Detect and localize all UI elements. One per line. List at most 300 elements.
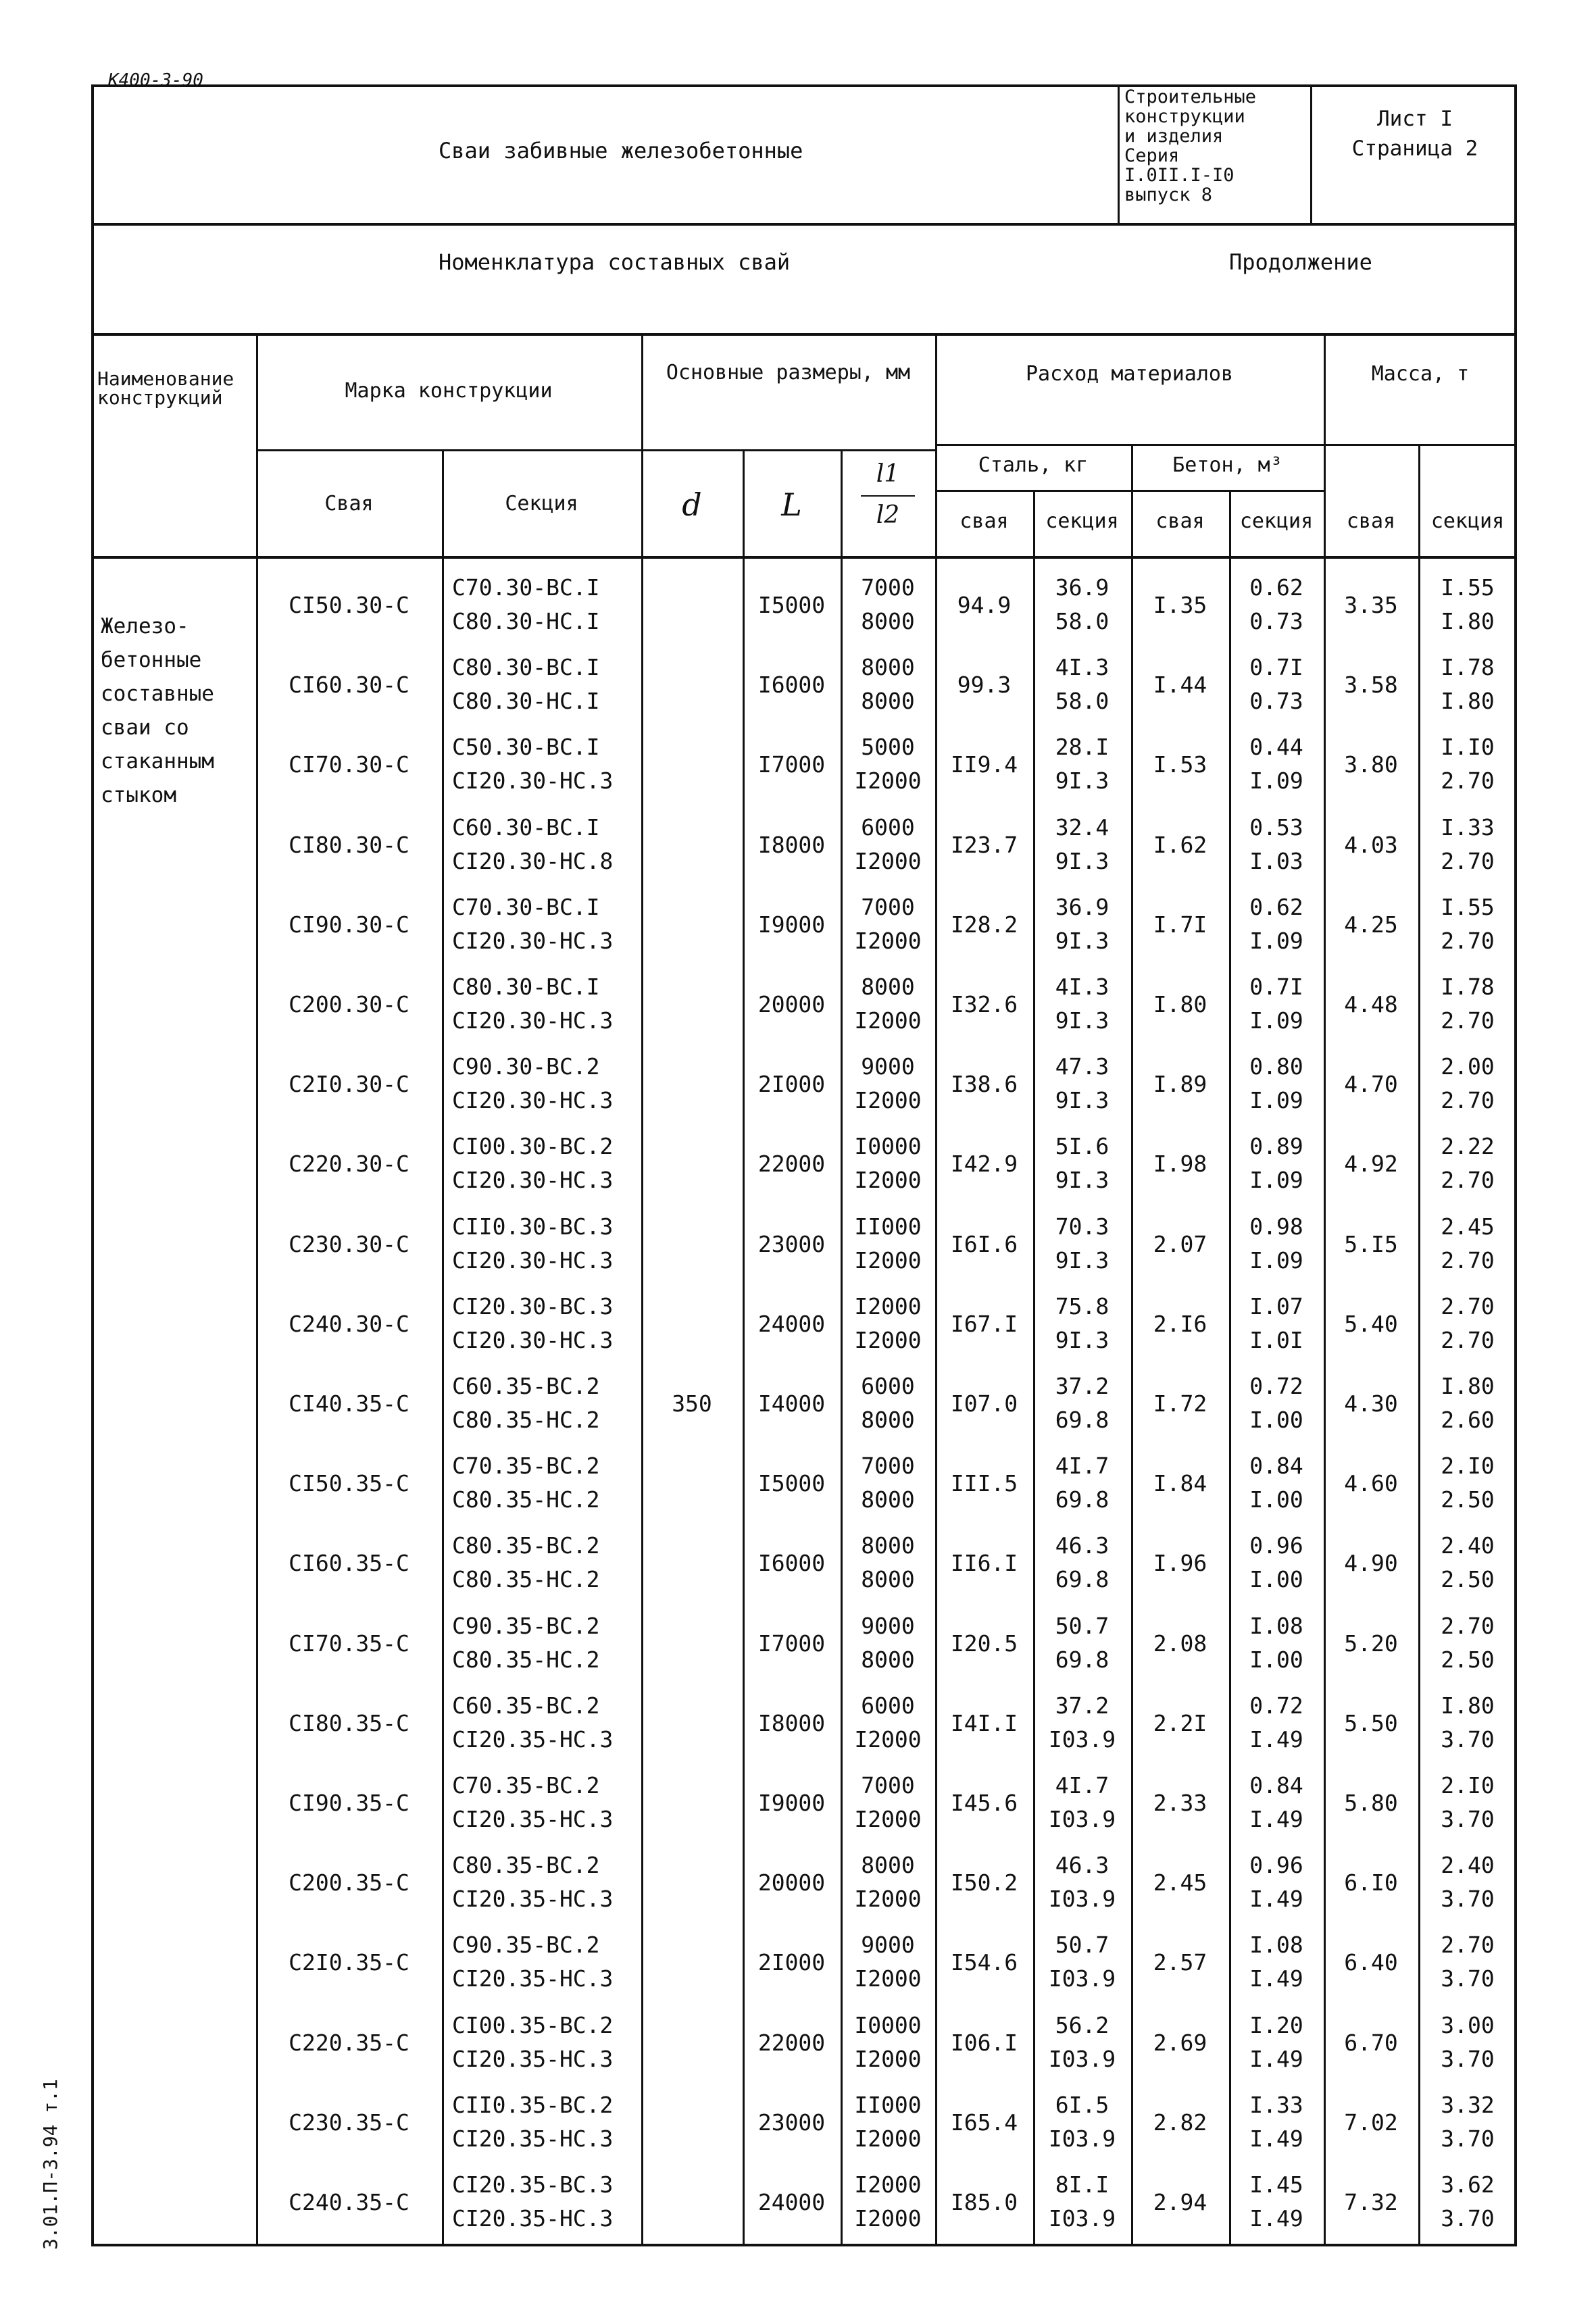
header-materials: Расход материалов bbox=[1025, 362, 1234, 386]
row-concrete-pile: 2.2I bbox=[1153, 1709, 1207, 1736]
header-l2: l2 bbox=[876, 501, 900, 529]
row-concrete-pile: 2.69 bbox=[1153, 2029, 1207, 2056]
continuation-label: Продолжение bbox=[1229, 249, 1372, 275]
row-l1: 6000 bbox=[861, 1692, 915, 1719]
row-section-upper: C60.30-BC.I bbox=[452, 813, 600, 840]
row-mass-pile: 6.40 bbox=[1344, 1949, 1398, 1976]
group-name-line: составные bbox=[101, 682, 214, 706]
row-l2: 8000 bbox=[861, 608, 915, 634]
row-length: 20000 bbox=[757, 1869, 826, 1896]
row-concrete-section-lower: 0.73 bbox=[1249, 608, 1303, 634]
row-steel-section-upper: 47.3 bbox=[1055, 1053, 1109, 1080]
row-l2: I2000 bbox=[854, 1965, 922, 1992]
row-concrete-pile: I.7I bbox=[1153, 911, 1207, 938]
row-steel-pile: I50.2 bbox=[950, 1869, 1018, 1896]
row-steel-section-lower: 9I.3 bbox=[1055, 1167, 1109, 1194]
row-mass-section-lower: 2.70 bbox=[1441, 847, 1495, 874]
row-mass-section-lower: 3.70 bbox=[1441, 1806, 1495, 1832]
row-section-upper: C80.30-BC.I bbox=[452, 654, 600, 681]
row-mass-section-lower: 2.60 bbox=[1441, 1407, 1495, 1433]
row-l2: I2000 bbox=[854, 927, 922, 954]
row-concrete-section-lower: I.49 bbox=[1249, 1886, 1303, 1913]
row-steel-pile: I32.6 bbox=[950, 991, 1018, 1017]
row-length: I7000 bbox=[757, 751, 826, 778]
row-concrete-pile: 2.45 bbox=[1153, 1869, 1207, 1896]
row-concrete-section-lower: 0.73 bbox=[1249, 688, 1303, 715]
row-length: I9000 bbox=[757, 1790, 826, 1816]
row-mass-pile: 3.58 bbox=[1344, 672, 1398, 699]
row-concrete-pile: I.80 bbox=[1153, 991, 1207, 1017]
row-steel-section-upper: 8I.I bbox=[1055, 2171, 1109, 2198]
row-l1: I2000 bbox=[854, 1292, 922, 1319]
row-concrete-section-lower: I.09 bbox=[1249, 1087, 1303, 1114]
row-concrete-pile: 2.57 bbox=[1153, 1949, 1207, 1976]
row-concrete-pile: I.35 bbox=[1153, 592, 1207, 618]
row-concrete-pile: I.44 bbox=[1153, 672, 1207, 699]
group-name-line: Железо- bbox=[101, 614, 189, 638]
row-concrete-section-lower: I.49 bbox=[1249, 1806, 1303, 1832]
sheet-box bbox=[1317, 104, 1513, 164]
row-mass-section-upper: 2.40 bbox=[1441, 1852, 1495, 1879]
header-concrete: Бетон, м³ bbox=[1172, 453, 1282, 477]
document-title: Сваи забивные железобетонные bbox=[439, 138, 803, 164]
title-block bbox=[94, 87, 1514, 226]
row-mass-section-upper: 2.70 bbox=[1441, 1932, 1495, 1959]
row-mass-section-upper: I.I0 bbox=[1441, 734, 1495, 761]
row-length: 20000 bbox=[757, 991, 826, 1017]
row-concrete-section-upper: 0.84 bbox=[1249, 1453, 1303, 1480]
row-steel-pile: II9.4 bbox=[950, 751, 1018, 778]
row-concrete-section-lower: I.09 bbox=[1249, 1007, 1303, 1034]
row-mass-section-upper: I.78 bbox=[1441, 654, 1495, 681]
row-mass-section-lower: 2.70 bbox=[1441, 927, 1495, 954]
row-concrete-section-lower: I.03 bbox=[1249, 847, 1303, 874]
row-mass-section-lower: 2.70 bbox=[1441, 1007, 1495, 1034]
row-l2: I2000 bbox=[854, 1326, 922, 1353]
header-dims: Основные размеры, мм bbox=[666, 361, 911, 384]
row-steel-section-upper: 46.3 bbox=[1055, 1852, 1109, 1879]
row-steel-section-upper: 37.2 bbox=[1055, 1373, 1109, 1399]
row-mass-section-upper: I.55 bbox=[1441, 893, 1495, 920]
row-mass-section-upper: 2.45 bbox=[1441, 1213, 1495, 1240]
row-concrete-section-upper: I.08 bbox=[1249, 1932, 1303, 1959]
row-mass-section-lower: 2.50 bbox=[1441, 1646, 1495, 1673]
header-concrete-pile: свая bbox=[1155, 509, 1205, 533]
row-concrete-section-upper: 0.96 bbox=[1249, 1852, 1303, 1879]
sheet-line: Страница 2 bbox=[1351, 136, 1478, 161]
row-concrete-pile: I.89 bbox=[1153, 1071, 1207, 1098]
row-section-upper: C70.35-BC.2 bbox=[452, 1453, 600, 1480]
row-l2: I2000 bbox=[854, 1087, 922, 1114]
row-l1: 9000 bbox=[861, 1932, 915, 1959]
row-pile-mark: C200.30-C bbox=[289, 991, 409, 1017]
group-name-line: сваи со bbox=[101, 715, 189, 740]
row-length: I6000 bbox=[757, 1550, 826, 1577]
row-concrete-section-lower: I.49 bbox=[1249, 2205, 1303, 2232]
row-mass-section-lower: 2.70 bbox=[1441, 768, 1495, 795]
row-steel-section-upper: 36.9 bbox=[1055, 574, 1109, 601]
header-l1: l1 bbox=[876, 460, 900, 488]
row-concrete-pile: I.96 bbox=[1153, 1550, 1207, 1577]
row-steel-section-upper: 50.7 bbox=[1055, 1612, 1109, 1639]
series-line: и изделия bbox=[1124, 126, 1224, 147]
row-steel-pile: I67.I bbox=[950, 1310, 1018, 1337]
row-section-lower: C80.35-HC.2 bbox=[452, 1566, 600, 1593]
row-section-upper: C70.30-BC.I bbox=[452, 574, 600, 601]
row-l2: I2000 bbox=[854, 1806, 922, 1832]
row-steel-section-lower: 58.0 bbox=[1055, 608, 1109, 634]
row-concrete-pile: 2.08 bbox=[1153, 1630, 1207, 1657]
row-section-lower: CI20.35-HC.3 bbox=[452, 1886, 614, 1913]
row-mass-pile: 5.80 bbox=[1344, 1790, 1398, 1816]
row-steel-pile: I85.0 bbox=[950, 2189, 1018, 2215]
row-section-lower: CI20.30-HC.3 bbox=[452, 1007, 614, 1034]
row-steel-pile: 94.9 bbox=[957, 592, 1012, 618]
row-mass-pile: 6.I0 bbox=[1344, 1869, 1398, 1896]
row-l1: I0000 bbox=[854, 2011, 922, 2038]
row-length: I5000 bbox=[757, 592, 826, 618]
row-pile-mark: C240.30-C bbox=[289, 1310, 409, 1337]
row-mass-section-upper: 2.40 bbox=[1441, 1532, 1495, 1559]
row-steel-section-lower: 9I.3 bbox=[1055, 1007, 1109, 1034]
row-l1: 7000 bbox=[861, 1453, 915, 1480]
row-pile-mark: CI70.35-C bbox=[289, 1630, 409, 1657]
header-L: L bbox=[781, 486, 802, 523]
row-mass-pile: 4.70 bbox=[1344, 1071, 1398, 1098]
row-section-lower: CI20.30-HC.3 bbox=[452, 927, 614, 954]
series-line: I.0II.I-I0 bbox=[1124, 165, 1235, 186]
row-section-lower: CI20.30-HC.3 bbox=[452, 1247, 614, 1274]
row-concrete-pile: I.53 bbox=[1153, 751, 1207, 778]
series-box bbox=[1124, 87, 1307, 205]
row-concrete-section-upper: 0.72 bbox=[1249, 1692, 1303, 1719]
row-concrete-section-upper: 0.44 bbox=[1249, 734, 1303, 761]
row-l1: 8000 bbox=[861, 654, 915, 681]
row-mass-section-lower: I.80 bbox=[1441, 608, 1495, 634]
row-mass-section-lower: 2.50 bbox=[1441, 1486, 1495, 1513]
row-l2: I2000 bbox=[854, 1886, 922, 1913]
row-pile-mark: CI50.35-C bbox=[289, 1470, 409, 1497]
series-line: выпуск 8 bbox=[1124, 184, 1213, 205]
row-mass-pile: 4.92 bbox=[1344, 1151, 1398, 1178]
row-mass-section-upper: 3.32 bbox=[1441, 2091, 1495, 2118]
row-l1: 8000 bbox=[861, 1852, 915, 1879]
row-pile-mark: CI90.30-C bbox=[289, 911, 409, 938]
row-concrete-section-upper: I.33 bbox=[1249, 2091, 1303, 2118]
row-length: I5000 bbox=[757, 1470, 826, 1497]
row-section-lower: C80.35-HC.2 bbox=[452, 1407, 600, 1433]
row-length: I8000 bbox=[757, 831, 826, 858]
row-length: I7000 bbox=[757, 1630, 826, 1657]
row-steel-section-upper: 4I.7 bbox=[1055, 1453, 1109, 1480]
row-mass-pile: 5.20 bbox=[1344, 1630, 1398, 1657]
row-steel-section-upper: 32.4 bbox=[1055, 813, 1109, 840]
row-concrete-section-upper: 0.84 bbox=[1249, 1772, 1303, 1799]
row-concrete-section-upper: 0.7I bbox=[1249, 974, 1303, 1000]
drawing-sheet bbox=[91, 84, 1517, 2246]
row-steel-pile: I6I.6 bbox=[950, 1230, 1018, 1257]
row-section-upper: CII0.30-BC.3 bbox=[452, 1213, 614, 1240]
row-concrete-section-upper: I.45 bbox=[1249, 2171, 1303, 2198]
row-mass-pile: 7.32 bbox=[1344, 2189, 1398, 2215]
row-pile-mark: C2I0.35-C bbox=[289, 1949, 409, 1976]
row-steel-section-lower: 58.0 bbox=[1055, 688, 1109, 715]
row-steel-section-upper: 36.9 bbox=[1055, 893, 1109, 920]
row-mass-pile: 7.02 bbox=[1344, 2109, 1398, 2136]
row-mass-section-lower: 3.70 bbox=[1441, 1965, 1495, 1992]
row-mass-section-upper: 2.I0 bbox=[1441, 1453, 1495, 1480]
row-steel-section-upper: 4I.3 bbox=[1055, 654, 1109, 681]
row-steel-pile: I65.4 bbox=[950, 2109, 1018, 2136]
row-steel-section-lower: I03.9 bbox=[1048, 2045, 1116, 2072]
row-steel-section-lower: 9I.3 bbox=[1055, 1087, 1109, 1114]
row-l1: 6000 bbox=[861, 813, 915, 840]
row-mass-pile: 3.80 bbox=[1344, 751, 1398, 778]
row-steel-pile: I45.6 bbox=[950, 1790, 1018, 1816]
row-pile-mark: CI80.30-C bbox=[289, 831, 409, 858]
row-length: 22000 bbox=[757, 2029, 826, 2056]
row-pile-mark: C220.30-C bbox=[289, 1151, 409, 1178]
row-concrete-pile: 2.94 bbox=[1153, 2189, 1207, 2215]
row-section-upper: C50.30-BC.I bbox=[452, 734, 600, 761]
row-concrete-section-lower: I.49 bbox=[1249, 1965, 1303, 1992]
row-section-upper: CII0.35-BC.2 bbox=[452, 2091, 614, 2118]
row-length: 23000 bbox=[757, 2109, 826, 2136]
row-steel-pile: III.5 bbox=[950, 1470, 1018, 1497]
row-steel-section-lower: 9I.3 bbox=[1055, 927, 1109, 954]
row-section-lower: CI20.30-HC.3 bbox=[452, 1167, 614, 1194]
row-steel-section-lower: 9I.3 bbox=[1055, 847, 1109, 874]
row-l1: I2000 bbox=[854, 2171, 922, 2198]
row-steel-section-upper: 75.8 bbox=[1055, 1292, 1109, 1319]
row-pile-mark: C220.35-C bbox=[289, 2029, 409, 2056]
row-mass-pile: 5.40 bbox=[1344, 1310, 1398, 1337]
row-mass-pile: 4.03 bbox=[1344, 831, 1398, 858]
row-length: 23000 bbox=[757, 1230, 826, 1257]
row-mass-section-lower: 3.70 bbox=[1441, 2205, 1495, 2232]
row-concrete-pile: 2.82 bbox=[1153, 2109, 1207, 2136]
table-body bbox=[94, 559, 1514, 2244]
row-l1: 5000 bbox=[861, 734, 915, 761]
row-mass-section-upper: 2.70 bbox=[1441, 1612, 1495, 1639]
row-steel-section-upper: 4I.3 bbox=[1055, 974, 1109, 1000]
row-mass-section-upper: I.80 bbox=[1441, 1373, 1495, 1399]
row-pile-mark: C200.35-C bbox=[289, 1869, 409, 1896]
row-section-upper: C60.35-BC.2 bbox=[452, 1692, 600, 1719]
row-section-upper: C70.30-BC.I bbox=[452, 893, 600, 920]
row-pile-mark: CI90.35-C bbox=[289, 1790, 409, 1816]
row-mass-pile: 4.30 bbox=[1344, 1390, 1398, 1417]
row-l1: 7000 bbox=[861, 574, 915, 601]
row-section-lower: CI20.30-HC.3 bbox=[452, 768, 614, 795]
row-l2: I2000 bbox=[854, 2045, 922, 2072]
row-steel-pile: I54.6 bbox=[950, 1949, 1018, 1976]
header-d: d bbox=[682, 486, 702, 523]
row-concrete-section-lower: I.09 bbox=[1249, 768, 1303, 795]
row-mass-pile: 6.70 bbox=[1344, 2029, 1398, 2056]
row-concrete-section-lower: I.00 bbox=[1249, 1486, 1303, 1513]
row-pile-mark: C230.30-C bbox=[289, 1230, 409, 1257]
row-concrete-section-upper: 0.96 bbox=[1249, 1532, 1303, 1559]
row-steel-section-lower: I03.9 bbox=[1048, 1886, 1116, 1913]
row-mass-pile: 4.60 bbox=[1344, 1470, 1398, 1497]
row-pile-mark: CI40.35-C bbox=[289, 1390, 409, 1417]
header-mass-pile: свая bbox=[1346, 509, 1396, 533]
row-concrete-section-lower: I.49 bbox=[1249, 2125, 1303, 2152]
row-mass-section-lower: I.80 bbox=[1441, 688, 1495, 715]
row-l1: 7000 bbox=[861, 1772, 915, 1799]
row-steel-section-lower: 9I.3 bbox=[1055, 1326, 1109, 1353]
row-section-lower: CI20.35-HC.3 bbox=[452, 2125, 614, 2152]
row-mass-section-lower: 3.70 bbox=[1441, 2045, 1495, 2072]
row-steel-section-upper: 28.I bbox=[1055, 734, 1109, 761]
header-pile: Свая bbox=[324, 492, 374, 515]
row-concrete-section-upper: 0.53 bbox=[1249, 813, 1303, 840]
row-section-upper: CI00.35-BC.2 bbox=[452, 2011, 614, 2038]
row-steel-section-lower: I03.9 bbox=[1048, 1726, 1116, 1753]
row-steel-section-upper: 46.3 bbox=[1055, 1532, 1109, 1559]
row-section-upper: CI20.30-BC.3 bbox=[452, 1292, 614, 1319]
row-steel-section-upper: 4I.7 bbox=[1055, 1772, 1109, 1799]
header-mass-section: секция bbox=[1430, 509, 1505, 533]
row-concrete-section-lower: I.00 bbox=[1249, 1407, 1303, 1433]
row-section-lower: C80.35-HC.2 bbox=[452, 1646, 600, 1673]
header-section: Секция bbox=[505, 492, 578, 515]
row-concrete-section-upper: I.20 bbox=[1249, 2011, 1303, 2038]
row-steel-section-upper: 5I.6 bbox=[1055, 1133, 1109, 1160]
row-mass-section-upper: 3.62 bbox=[1441, 2171, 1495, 2198]
row-steel-pile: I20.5 bbox=[950, 1630, 1018, 1657]
row-length: 24000 bbox=[757, 2189, 826, 2215]
row-l2: 8000 bbox=[861, 1407, 915, 1433]
row-l1: 7000 bbox=[861, 893, 915, 920]
group-name-line: бетонные bbox=[101, 648, 202, 672]
row-steel-section-lower: 69.8 bbox=[1055, 1486, 1109, 1513]
row-l1: 9000 bbox=[861, 1612, 915, 1639]
row-concrete-section-upper: 0.80 bbox=[1249, 1053, 1303, 1080]
row-steel-section-upper: 70.3 bbox=[1055, 1213, 1109, 1240]
row-mass-section-upper: 2.22 bbox=[1441, 1133, 1495, 1160]
row-steel-pile: I4I.I bbox=[950, 1709, 1018, 1736]
row-steel-section-lower: 69.8 bbox=[1055, 1646, 1109, 1673]
row-section-lower: CI20.30-HC.8 bbox=[452, 847, 614, 874]
row-mass-section-upper: 2.70 bbox=[1441, 1292, 1495, 1319]
row-steel-section-upper: 56.2 bbox=[1055, 2011, 1109, 2038]
row-steel-section-lower: I03.9 bbox=[1048, 2205, 1116, 2232]
group-name-line: стыком bbox=[101, 783, 176, 807]
row-mass-pile: 5.I5 bbox=[1344, 1230, 1398, 1257]
row-mass-section-lower: 2.70 bbox=[1441, 1167, 1495, 1194]
row-l2: I2000 bbox=[854, 2205, 922, 2232]
row-l2: I2000 bbox=[854, 1247, 922, 1274]
row-concrete-section-lower: I.0I bbox=[1249, 1326, 1303, 1353]
row-steel-section-lower: I03.9 bbox=[1048, 1965, 1116, 1992]
row-l2: 8000 bbox=[861, 1566, 915, 1593]
row-concrete-section-upper: 0.7I bbox=[1249, 654, 1303, 681]
header-name: Наименование конструкций bbox=[97, 368, 234, 409]
row-l2: 8000 bbox=[861, 688, 915, 715]
row-l2: I2000 bbox=[854, 1167, 922, 1194]
series-line: Строительные bbox=[1124, 86, 1257, 107]
row-mass-section-upper: 2.00 bbox=[1441, 1053, 1495, 1080]
row-section-lower: CI20.35-HC.3 bbox=[452, 1806, 614, 1832]
row-concrete-section-upper: 0.62 bbox=[1249, 893, 1303, 920]
row-section-lower: CI20.35-HC.3 bbox=[452, 2205, 614, 2232]
group-name-line: стаканным bbox=[101, 749, 214, 774]
row-pile-mark: CI70.30-C bbox=[289, 751, 409, 778]
row-l1: I0000 bbox=[854, 1133, 922, 1160]
row-section-upper: C80.35-BC.2 bbox=[452, 1852, 600, 1879]
row-steel-section-upper: 37.2 bbox=[1055, 1692, 1109, 1719]
row-concrete-pile: 2.33 bbox=[1153, 1790, 1207, 1816]
row-section-lower: CI20.35-HC.3 bbox=[452, 1965, 614, 1992]
row-l2: I2000 bbox=[854, 768, 922, 795]
row-steel-section-upper: 6I.5 bbox=[1055, 2091, 1109, 2118]
row-mass-section-lower: 2.70 bbox=[1441, 1247, 1495, 1274]
row-mass-pile: 3.35 bbox=[1344, 592, 1398, 618]
row-concrete-section-upper: 0.98 bbox=[1249, 1213, 1303, 1240]
row-concrete-section-lower: I.00 bbox=[1249, 1646, 1303, 1673]
row-steel-pile: I06.I bbox=[950, 2029, 1018, 2056]
row-section-lower: CI20.30-HC.3 bbox=[452, 1087, 614, 1114]
row-mass-pile: 4.90 bbox=[1344, 1550, 1398, 1577]
row-l2: 8000 bbox=[861, 1646, 915, 1673]
row-concrete-pile: 2.I6 bbox=[1153, 1310, 1207, 1337]
row-concrete-section-upper: I.08 bbox=[1249, 1612, 1303, 1639]
row-mass-section-upper: I.33 bbox=[1441, 813, 1495, 840]
row-steel-section-upper: 50.7 bbox=[1055, 1932, 1109, 1959]
row-concrete-section-upper: I.07 bbox=[1249, 1292, 1303, 1319]
row-section-upper: C90.35-BC.2 bbox=[452, 1612, 600, 1639]
row-mass-section-lower: 3.70 bbox=[1441, 1886, 1495, 1913]
row-steel-section-lower: 69.8 bbox=[1055, 1407, 1109, 1433]
header-steel-pile: свая bbox=[959, 509, 1009, 533]
row-mass-section-upper: I.80 bbox=[1441, 1692, 1495, 1719]
row-section-upper: C60.35-BC.2 bbox=[452, 1373, 600, 1399]
row-l1: II000 bbox=[854, 1213, 922, 1240]
header-steel: Сталь, кг bbox=[978, 453, 1089, 477]
row-section-upper: C90.35-BC.2 bbox=[452, 1932, 600, 1959]
row-concrete-pile: I.62 bbox=[1153, 831, 1207, 858]
row-section-upper: CI00.30-BC.2 bbox=[452, 1133, 614, 1160]
row-concrete-section-lower: I.09 bbox=[1249, 1167, 1303, 1194]
row-concrete-section-lower: I.49 bbox=[1249, 1726, 1303, 1753]
row-steel-section-lower: I03.9 bbox=[1048, 1806, 1116, 1832]
row-l1: 8000 bbox=[861, 1532, 915, 1559]
row-steel-section-lower: I03.9 bbox=[1048, 2125, 1116, 2152]
subheader bbox=[94, 226, 1514, 336]
row-length: I9000 bbox=[757, 911, 826, 938]
row-length: 22000 bbox=[757, 1151, 826, 1178]
row-mass-pile: 5.50 bbox=[1344, 1709, 1398, 1736]
row-mass-section-upper: 3.00 bbox=[1441, 2011, 1495, 2038]
row-mass-section-lower: 2.70 bbox=[1441, 1326, 1495, 1353]
row-steel-pile: I42.9 bbox=[950, 1151, 1018, 1178]
row-steel-pile: I23.7 bbox=[950, 831, 1018, 858]
row-mass-section-lower: 2.70 bbox=[1441, 1087, 1495, 1114]
series-line: Серия bbox=[1124, 145, 1180, 166]
row-concrete-section-upper: 0.72 bbox=[1249, 1373, 1303, 1399]
row-pile-mark: C230.35-C bbox=[289, 2109, 409, 2136]
row-mass-section-upper: 2.I0 bbox=[1441, 1772, 1495, 1799]
row-concrete-pile: I.98 bbox=[1153, 1151, 1207, 1178]
row-section-lower: C80.30-HC.I bbox=[452, 608, 600, 634]
row-l2: I2000 bbox=[854, 1007, 922, 1034]
row-concrete-section-upper: 0.62 bbox=[1249, 574, 1303, 601]
row-length: I4000 bbox=[757, 1390, 826, 1417]
row-section-upper: C80.35-BC.2 bbox=[452, 1532, 600, 1559]
row-l2: I2000 bbox=[854, 1726, 922, 1753]
